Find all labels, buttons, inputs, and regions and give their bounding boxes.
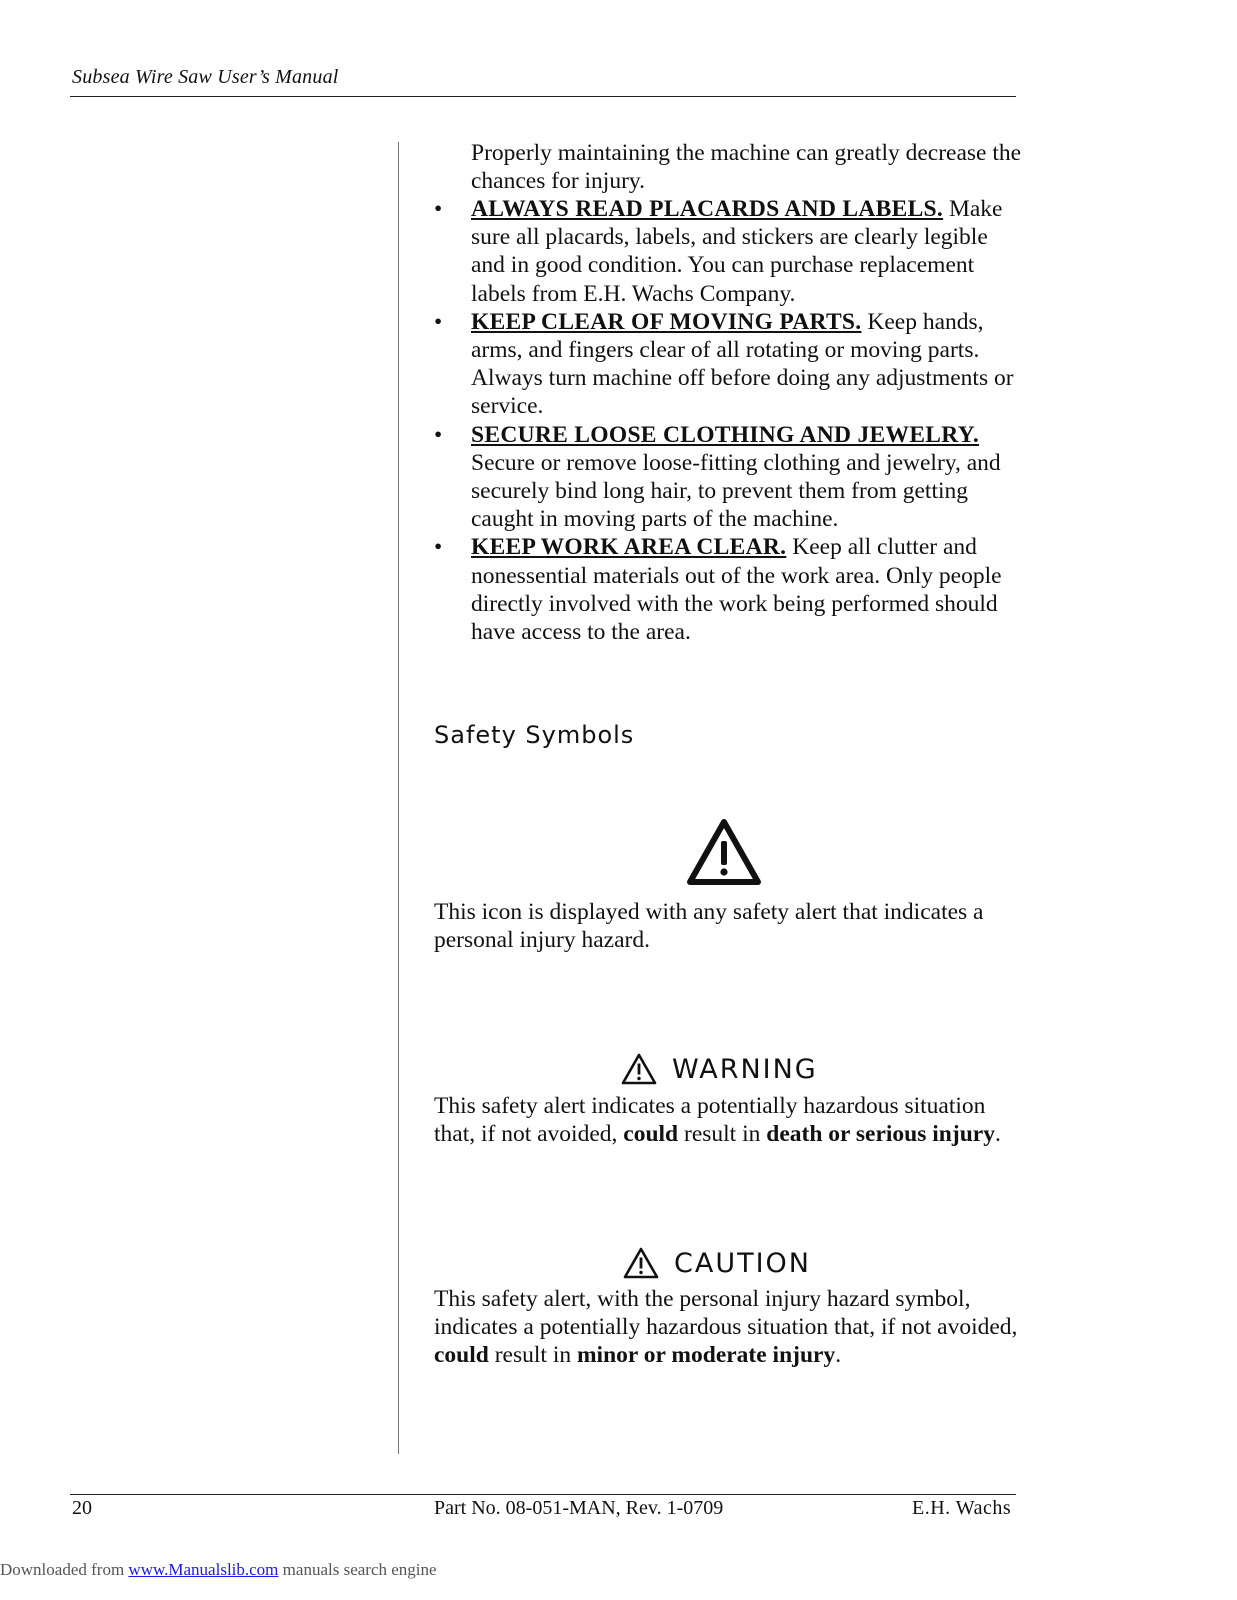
part-number: Part No. 08-051-MAN, Rev. 1-0709: [434, 1497, 724, 1519]
running-header-title: Subsea Wire Saw User’s Manual: [72, 66, 339, 88]
header-rule: [70, 96, 1016, 97]
company-name: E.H. Wachs: [912, 1497, 1012, 1519]
rule-text: Keep hands, arms, and fingers clear of all rotating or moving parts. Always turn machine off before doing any adjustments or service.: [471, 308, 1014, 420]
rule-text: Keep all clutter and nonessential materials out of the work area. Only people directly involved with the work being performed should have access to the area.: [471, 534, 1002, 646]
section-heading: Safety Symbols: [434, 721, 635, 749]
caution-text: result in: [488, 1342, 577, 1369]
bullet-marker: •: [434, 308, 443, 335]
rule-title: ALWAYS READ PLACARDS AND LABELS.: [471, 196, 944, 222]
warning-severity: death or serious injury: [766, 1121, 995, 1148]
download-prefix: Downloaded from: [0, 1560, 129, 1579]
list-item: [434, 421, 1014, 534]
caution-description: [434, 1285, 1024, 1370]
rule-title: SECURE LOOSE CLOTHING AND JEWELRY.: [471, 421, 980, 448]
warning-triangle-icon: [684, 816, 764, 888]
caution-severity: minor or moderate injury: [576, 1342, 836, 1369]
safety-rules-list: [434, 195, 1014, 646]
rule-title: KEEP WORK AREA CLEAR.: [471, 534, 787, 561]
list-item: [434, 195, 1014, 308]
caution-label: CAUTION: [674, 1247, 811, 1279]
list-item: [434, 533, 1014, 646]
download-suffix: manuals search engine: [278, 1560, 437, 1579]
list-item: [434, 308, 1014, 421]
warning-text: This safety alert indicates a potentially hazardous situation that, if not avoided,: [434, 1093, 986, 1148]
warning-text: .: [994, 1121, 1001, 1148]
margin-rule: [398, 142, 399, 1454]
rule-title: KEEP CLEAR OF MOVING PARTS.: [471, 308, 862, 335]
warning-label: WARNING: [672, 1053, 818, 1085]
caution-text: This safety alert, with the personal injury hazard symbol, indicates a potentially hazardous situation that, if not avoided,: [434, 1286, 1018, 1341]
caution-heading: [622, 1246, 811, 1280]
rule-text: Secure or remove loose-fitting clothing and jewelry, and securely bind long hair, to prevent them from getting caught in moving parts of the machine.: [471, 449, 1001, 533]
icon-description: This icon is displayed with any safety alert that indicates a personal injury hazard.: [434, 899, 984, 954]
warning-emphasis: could: [623, 1121, 679, 1148]
warning-text: result in: [678, 1121, 767, 1148]
caution-icon: [622, 1246, 660, 1280]
bullet-marker: •: [434, 196, 443, 222]
page-number: 20: [72, 1497, 92, 1519]
warning-description: [434, 1092, 1024, 1148]
manualslib-link[interactable]: www.Manualslib.com: [128, 1560, 279, 1579]
bullet-marker: •: [434, 421, 443, 448]
warning-heading: [620, 1052, 818, 1086]
download-banner: [0, 1560, 437, 1580]
caution-text: .: [835, 1342, 842, 1369]
intro-paragraph: Properly maintaining the machine can greatly decrease the chances for injury.: [471, 140, 1022, 195]
warning-icon: [620, 1052, 658, 1086]
bullet-marker: •: [434, 534, 443, 561]
rule-text: Make sure all placards, labels, and stickers are clearly legible and in good condition. You can purchase replacement labels from E.H. Wachs Company.: [471, 196, 1003, 307]
footer-rule: [70, 1494, 1016, 1495]
caution-emphasis: could: [434, 1342, 489, 1369]
